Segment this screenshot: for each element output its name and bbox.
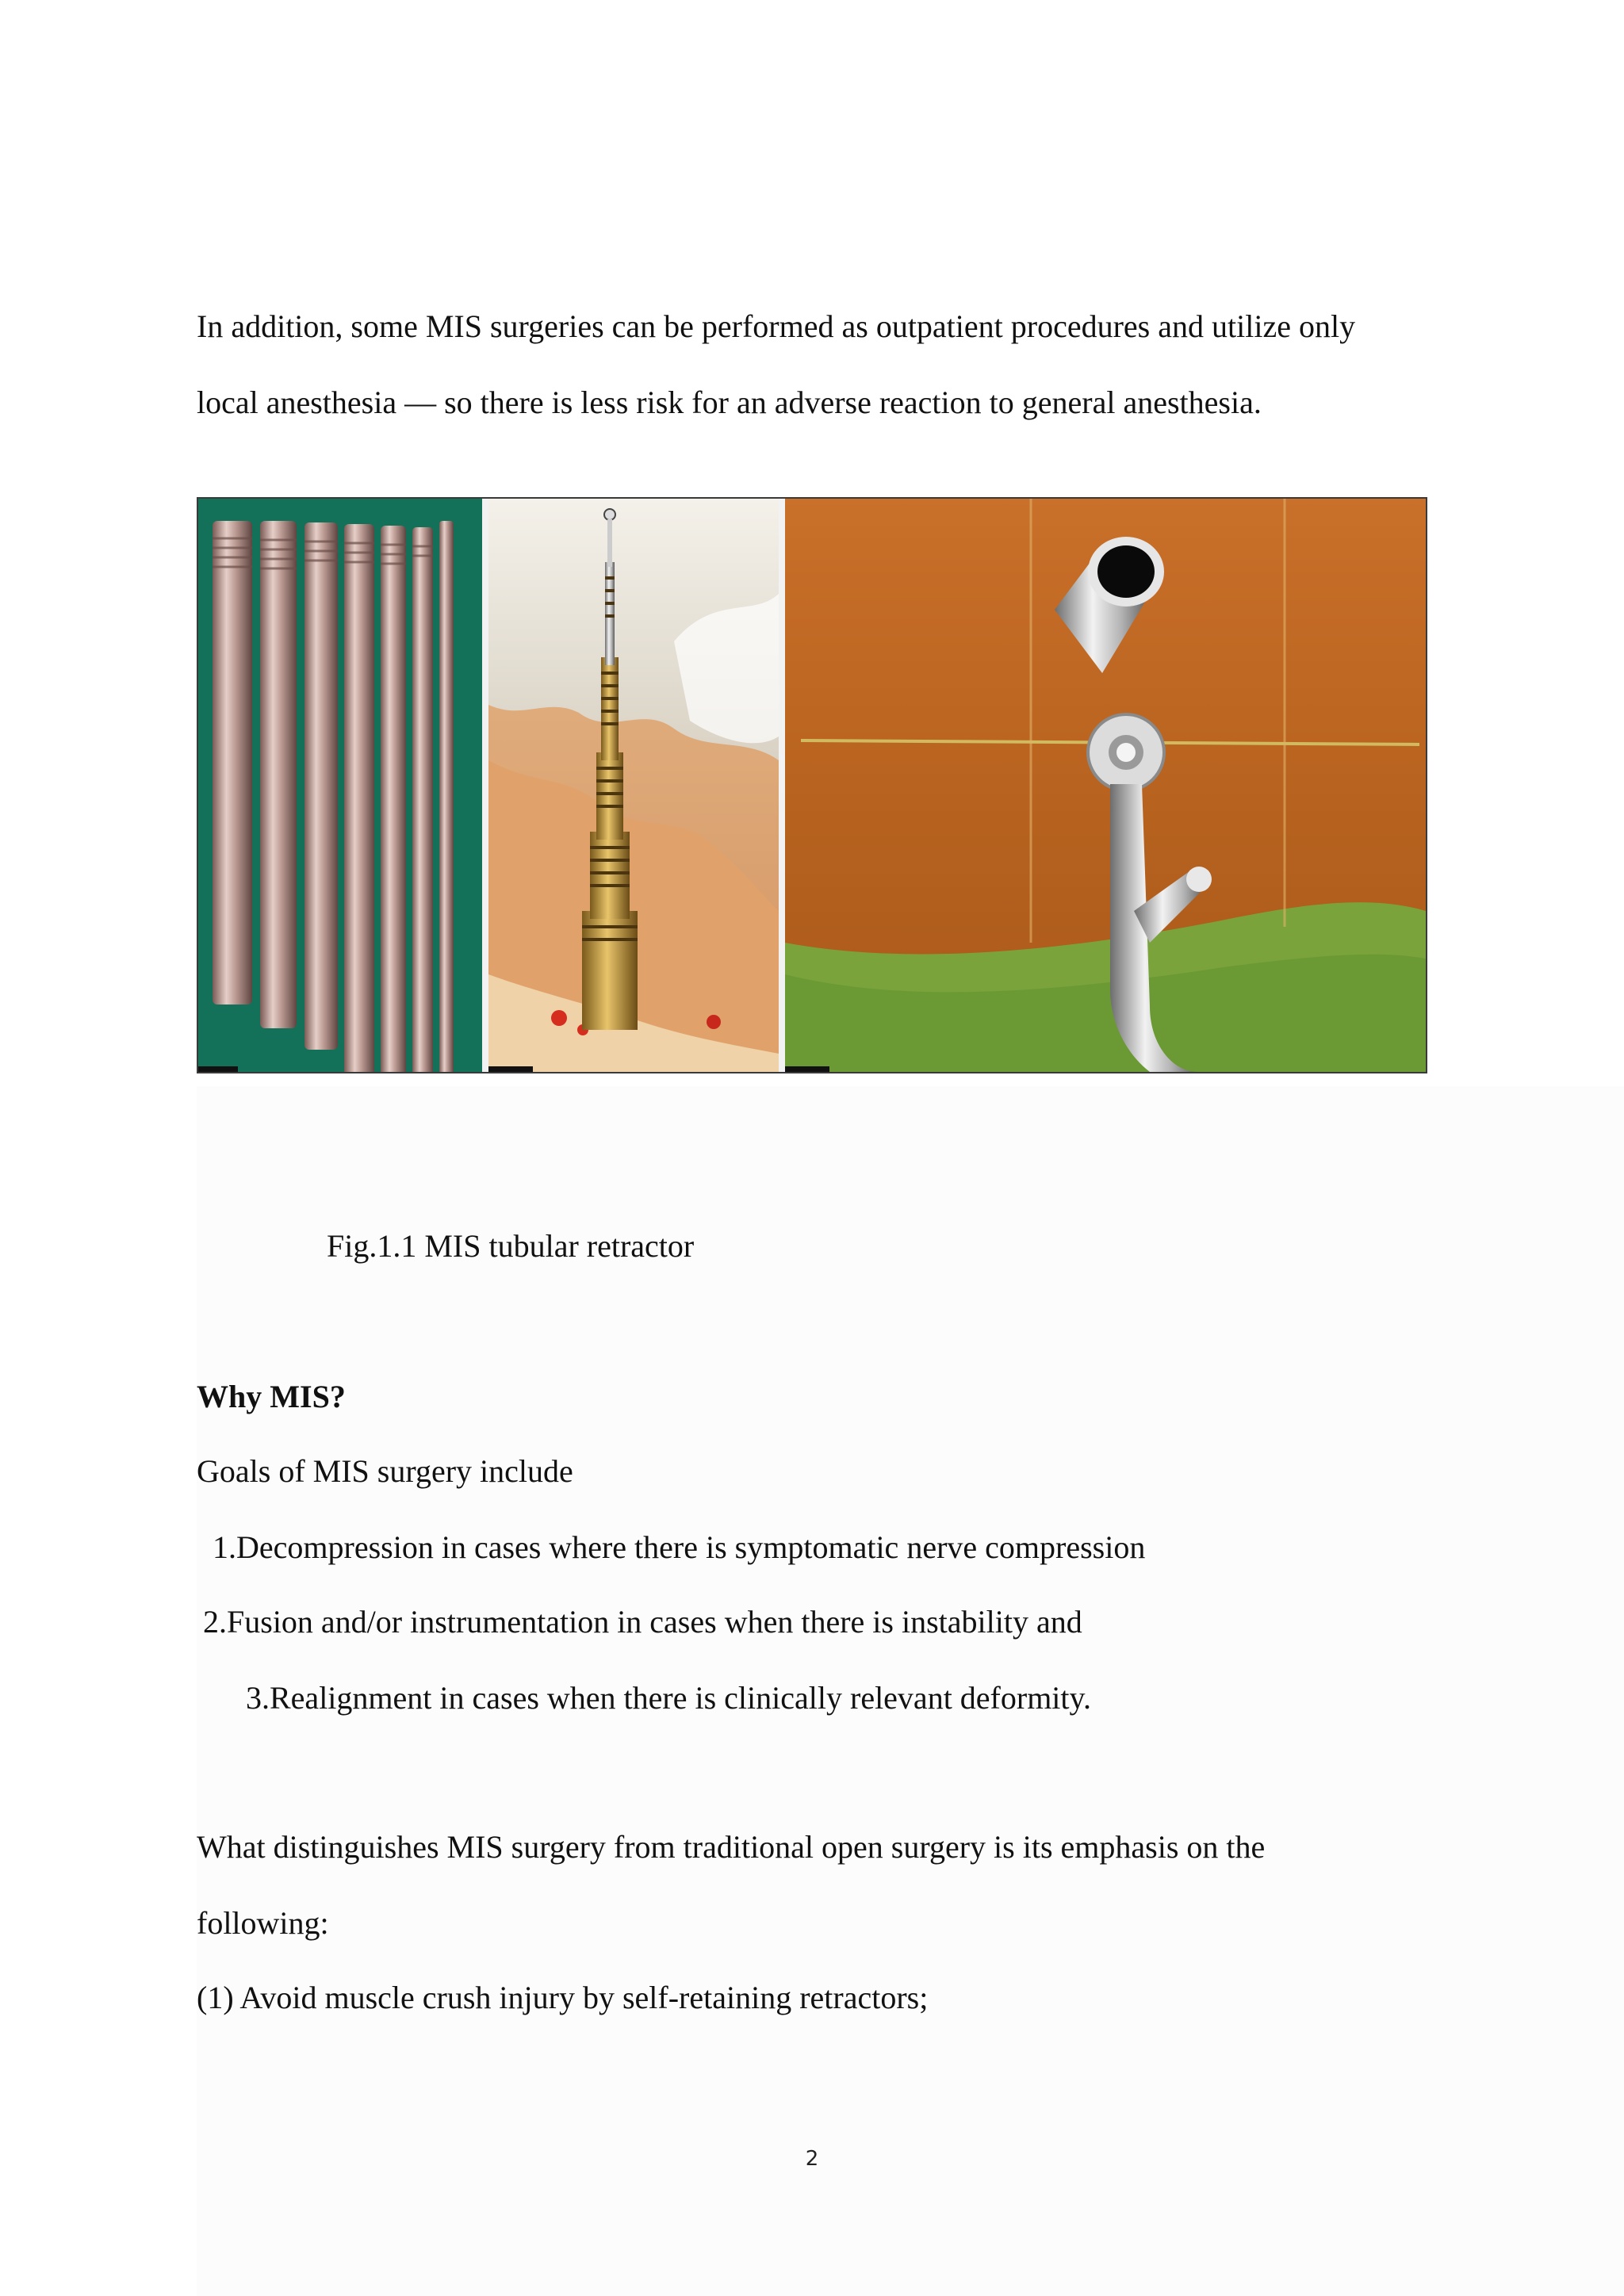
goals-intro: Goals of MIS surgery include <box>197 1453 573 1489</box>
panel-retractor-on-skin <box>785 499 1426 1072</box>
section-heading: Why MIS? <box>197 1379 346 1414</box>
intro-paragraph-line-1: In addition, some MIS surgeries can be performed as outpatient procedures and utilize only <box>197 308 1356 344</box>
panel-dilators <box>198 499 482 1072</box>
point-1: (1) Avoid muscle crush injury by self-retaining retractors; <box>197 1980 929 2015</box>
distinguish-paragraph-line-2: following: <box>197 1905 329 1941</box>
goal-item-2: 2.Fusion and/or instrumentation in cases when there is instability and <box>203 1604 1082 1640</box>
page-number: 2 <box>805 2147 819 2171</box>
figure-tubular-retractor-photo <box>197 497 1427 1073</box>
panel-dilator-stack <box>488 499 779 1072</box>
figure-caption: Fig.1.1 MIS tubular retractor <box>327 1228 695 1264</box>
intro-paragraph-line-2: local anesthesia — so there is less risk for an adverse reaction to general anesthesia. <box>197 385 1262 420</box>
goal-item-1: 1.Decompression in cases where there is symptomatic nerve compression <box>213 1529 1146 1565</box>
goal-item-3: 3.Realignment in cases when there is clinically relevant deformity. <box>246 1680 1091 1716</box>
distinguish-paragraph-line-1: What distinguishes MIS surgery from traditional open surgery is its emphasis on the <box>197 1829 1266 1865</box>
